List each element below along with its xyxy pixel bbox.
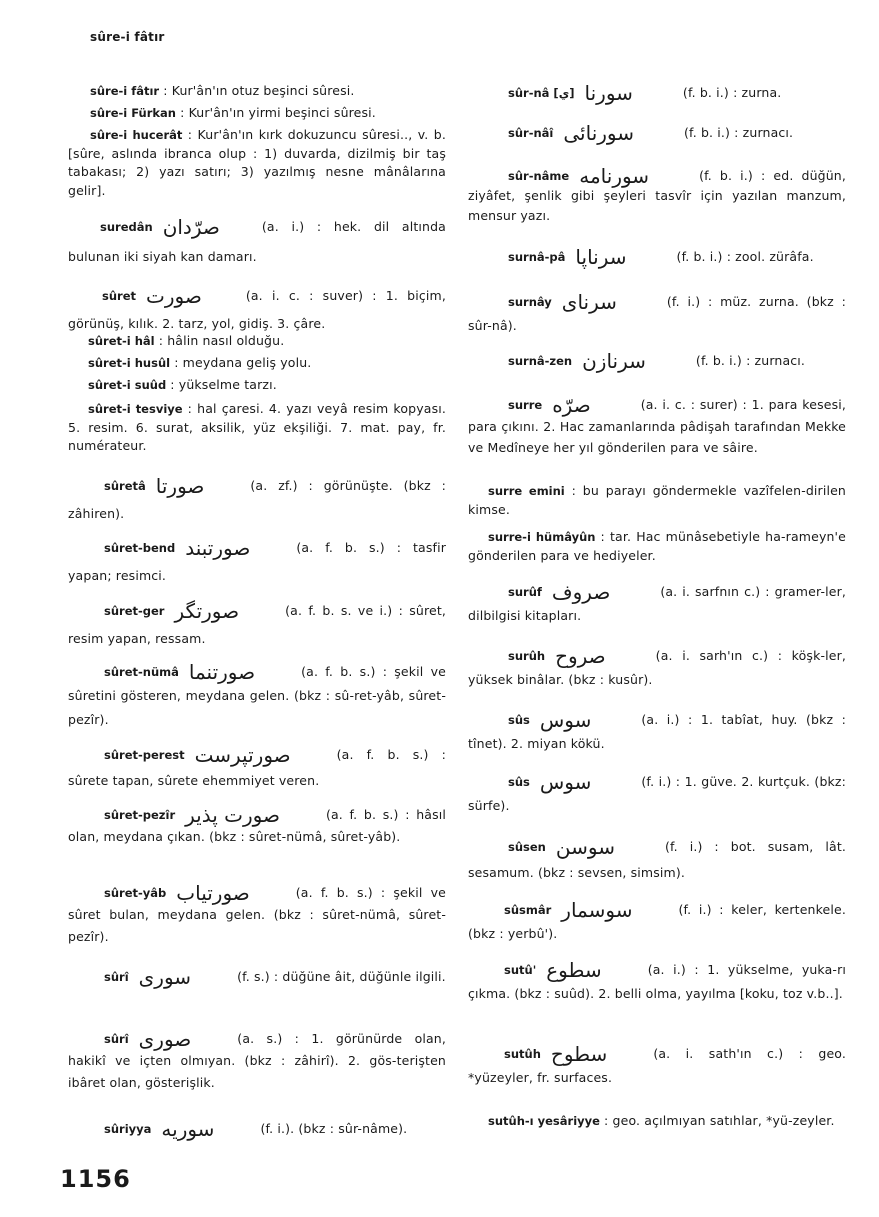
arabic-script: صروح [555, 644, 606, 668]
entry [68, 597, 446, 653]
headword: sûret-ger [104, 604, 165, 618]
headword: sûret-nümâ [104, 665, 179, 679]
headword: surûf [508, 585, 542, 599]
definition: : hal çaresi. 4. yazı veyâ resim kopyası. 5. resim. 6. surat, aksilik, yüz ekşiliği. 7. mat. pay, fr. numérateur. [68, 401, 446, 453]
entry [88, 332, 446, 351]
headword: surnây [508, 295, 552, 309]
headword: sûs [508, 713, 530, 727]
definition: (f. b. i.) : zurnacı. [684, 125, 794, 140]
headword: sûret-i husûl [88, 356, 171, 370]
arabic-script: سوسمار [561, 898, 633, 922]
entry [468, 898, 846, 946]
definition: : meydana geliş yolu. [170, 355, 312, 370]
headword: sûretâ [104, 479, 146, 493]
entry [468, 580, 846, 628]
definition: (a. i. sath'ın c.) : geo. *yüzeyler, fr. surfaces. [468, 1046, 846, 1085]
headword: surnâ-pâ [508, 250, 566, 264]
entry [68, 472, 446, 528]
entry [68, 742, 446, 794]
entry [68, 804, 446, 848]
arabic-script: سرنازن [582, 349, 646, 373]
entry [90, 104, 446, 123]
entry [468, 394, 846, 458]
headword: sûret [102, 289, 137, 303]
entry [68, 534, 446, 590]
definition: (f. i.). (bkz : sûr-nâme). [260, 1121, 408, 1136]
headword: sûret-i tesviye [88, 402, 183, 416]
entry [468, 528, 846, 565]
headword: sûret-pezîr [104, 808, 176, 822]
entry [90, 82, 446, 101]
headword: sutû' [504, 963, 537, 977]
entry [468, 834, 846, 886]
headword: sûre-i Fürkan [90, 106, 176, 120]
definition: : Kur'ân'ın yirmi beşinci sûresi. [175, 105, 376, 120]
definition: (a. i.) : 1. yükselme, yuka-rı çıkma. (bkz : suûd). 2. belli olma, yayılma [koku, toz v.b..]. [468, 962, 846, 1001]
arabic-script: صورتیاب [176, 881, 250, 905]
entry [468, 1112, 846, 1131]
arabic-script: صورتا [155, 474, 205, 498]
definition: (a. f. b. s.) : hâsıl olan, meydana çıkan. (bkz : sûret-nümâ, sûret-yâb). [68, 807, 446, 844]
definition: (a. i. c. : surer) : 1. para kesesi, para çıkını. 2. Hac zamanlarında pâdişah tarafından Mekke ve Medîneye her yıl gönderilen para ve sâire. [468, 397, 846, 455]
headword: surûh [508, 649, 546, 663]
arabic-script: صرّه [552, 393, 591, 417]
definition: (f. b. i.) : zurna. [682, 85, 782, 100]
entry [68, 1118, 446, 1140]
definition: (a. f. b. s.) : tasfir yapan; resimci. [68, 540, 446, 583]
arabic-script: صروف [551, 580, 611, 604]
entry [468, 482, 846, 519]
entry [468, 166, 846, 226]
arabic-script: سوری [138, 965, 192, 989]
headword: surnâ-zen [508, 354, 573, 368]
headword: sûr-nâî [508, 126, 554, 140]
definition: (a. f. b. s.) : sûrete tapan, sûrete ehemmiyet veren. [68, 747, 446, 788]
definition: (a. zf.) : görünüşte. (bkz : zâhiren). [68, 478, 446, 521]
arabic-script: صورت پذیر [185, 803, 280, 827]
arabic-script: صورتنما [188, 660, 256, 684]
arabic-script: سوس [539, 770, 592, 794]
arabic-script: سورنامه [579, 164, 650, 188]
definition: : hâlin nasıl olduğu. [154, 333, 285, 348]
definition: : geo. açılmıyan satıhlar, *yü-zeyler. [599, 1113, 835, 1128]
entry [68, 964, 446, 990]
arabic-script: صورتبند [185, 536, 251, 560]
entry [468, 770, 846, 818]
headword: sûret-i suûd [88, 378, 167, 392]
headword: sûsen [508, 840, 546, 854]
definition: (f. i.) : keler, kertenkele. (bkz : yerbû'). [468, 902, 846, 941]
entry [468, 245, 846, 269]
headword: sûriyya [104, 1122, 152, 1136]
definition: (f. i.) : bot. susam, lât. sesamum. (bkz : sevsen, simsim). [468, 839, 846, 880]
entry [468, 349, 846, 373]
entry [468, 958, 846, 1006]
entry [68, 1028, 446, 1094]
headword: sûrî [104, 970, 129, 984]
arabic-script: سرناپا [575, 245, 627, 269]
entry [468, 81, 846, 105]
definition: (a. i.) : 1. tabîat, huy. (bkz : tînet). 2. miyan kökü. [468, 712, 846, 751]
definition: : yükselme tarzı. [166, 377, 277, 392]
entry [68, 126, 446, 200]
entry [88, 376, 446, 395]
definition: : Kur'ân'ın kırk dokuzuncu sûresi.., v. b. [sûre, aslında ibranca olup : 1) duvarda, dizilmiş bir taş tabakası; 2) yazı satırı; 3) yazılmış nesne mânâlarına gelir]. [68, 127, 446, 198]
entry [68, 660, 446, 732]
headword: sûr-nâ [ي] [508, 86, 575, 100]
arabic-script: سوریه [161, 1117, 215, 1141]
entry [468, 1042, 846, 1090]
entry [88, 354, 446, 373]
arabic-script: صورت [146, 284, 202, 308]
definition: (a. i.) : hek. dil altında bulunan iki siyah kan damarı. [68, 219, 446, 264]
arabic-script: سورنائی [563, 121, 635, 145]
arabic-script: سطوع [546, 958, 602, 982]
entry [68, 882, 446, 948]
entry [468, 708, 846, 756]
entry [468, 644, 846, 692]
definition: (f. b. i.) : zurnacı. [695, 353, 806, 368]
definition: : Kur'ân'ın otuz beşinci sûresi. [159, 83, 355, 98]
entry [468, 290, 846, 338]
arabic-script: صوری [138, 1027, 192, 1051]
arabic-script: سوسن [555, 835, 615, 859]
arabic-script: صورتگر [174, 599, 240, 623]
definition: (a. s.) : 1. görünürde olan, hakikî ve içten olmıyan. (bkz : zâhirî). 2. gös-terişten ibâret olan, gösterişlik. [68, 1031, 446, 1090]
definition: (a. i. sarh'ın c.) : köşk-ler, yüksek binâlar. (bkz : kusûr). [468, 648, 846, 687]
definition: : tar. Hac münâsebetiyle ha-rameyn'e gönderilen para ve hediyeler. [468, 529, 846, 563]
arabic-script: سورنا [584, 81, 633, 105]
definition: (f. b. i.) : ed. düğün, ziyâfet, şenlik gibi şeyleri tasvîr için yazılan manzum, mensur yazı. [468, 168, 846, 223]
entry [68, 282, 446, 338]
arabic-script: صرّدان [162, 215, 220, 239]
headword: sûret-yâb [104, 886, 167, 900]
entry [468, 121, 846, 145]
definition: (a. f. b. s. ve i.) : sûret, resim yapan, ressam. [68, 603, 446, 646]
running-head: sûre-i fâtır [90, 30, 165, 44]
headword: sûsmâr [504, 903, 552, 917]
arabic-script: سرنای [561, 290, 617, 314]
definition: (f. i.) : müz. zurna. (bkz : sûr-nâ). [468, 294, 846, 333]
arabic-script: سطوح [550, 1042, 608, 1066]
headword: sûre-i fâtır [90, 84, 160, 98]
arabic-script: سوس [539, 708, 592, 732]
definition: (a. i. c. : suver) : 1. biçim, görünüş, kılık. 2. tarz, yol, gidiş. 3. çâre. [68, 288, 446, 331]
headword: sûre-i hucerât [90, 128, 183, 142]
definition: (f. b. i.) : zool. zürâfa. [676, 249, 814, 264]
headword: sûret-i hâl [88, 334, 155, 348]
definition: (a. f. b. s.) : şekil ve sûretini gösteren, meydana gelen. (bkz : sû-ret-yâb, sûret-pezîr). [68, 664, 446, 727]
page-number: 1156 [60, 1165, 131, 1193]
headword: sûr-nâme [508, 169, 570, 183]
headword: surre emini [488, 484, 565, 498]
definition: (a. i. sarfnın c.) : gramer-ler, dilbilgisi kitapları. [468, 584, 846, 623]
headword: sutûh [504, 1047, 541, 1061]
definition: (a. f. b. s.) : şekil ve sûret bulan, meydana gelen. (bkz : sûret-nümâ, sûret-pezîr). [68, 885, 446, 944]
headword: suredân [100, 220, 153, 234]
entry [68, 400, 446, 456]
definition: (f. i.) : 1. güve. 2. kurtçuk. (bkz: sürfe). [468, 774, 846, 813]
entry [68, 212, 446, 271]
definition: : bu parayı göndermekle vazîfelen-dirilen kimse. [468, 483, 847, 517]
definition: (f. s.) : düğüne âit, düğünle ilgili. [237, 969, 446, 984]
headword: sûret-perest [104, 748, 185, 762]
headword: sûrî [104, 1032, 129, 1046]
headword: sûret-bend [104, 541, 176, 555]
arabic-script: صورتپرست [194, 743, 291, 767]
headword: surre [508, 398, 543, 412]
headword: sûs [508, 775, 530, 789]
headword: sutûh-ı yesâriyye [488, 1114, 600, 1128]
headword: surre-i hümâyûn [488, 530, 596, 544]
